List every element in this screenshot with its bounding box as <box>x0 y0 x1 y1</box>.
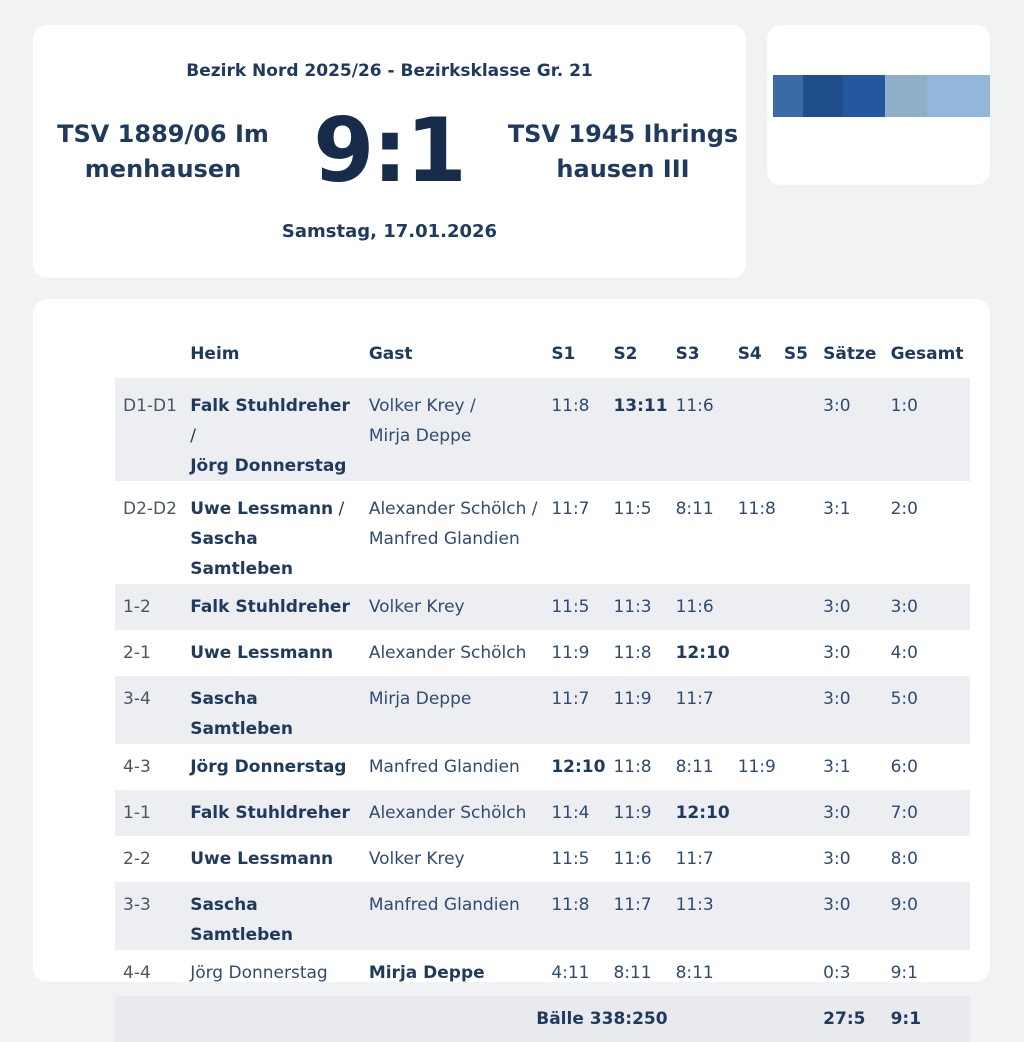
set-score-s1: 11:8 <box>543 378 605 481</box>
set-score-s5 <box>776 630 815 676</box>
running-total: 9:1 <box>890 963 918 983</box>
set-score-s4 <box>730 630 776 676</box>
col-header-s4: S4 <box>737 343 762 364</box>
set-score-s2: 11:7 <box>605 882 667 950</box>
set-score-s1: 11:5 <box>551 849 590 869</box>
set-score-s1: 4:11 <box>551 963 590 983</box>
player-name[interactable]: Volker Krey <box>368 396 465 416</box>
table-row[interactable] <box>115 676 970 744</box>
home-players <box>182 584 361 630</box>
sets-result: 3:0 <box>815 790 882 836</box>
stripe-segment <box>773 75 803 117</box>
set-score-s1: 11:7 <box>543 676 605 744</box>
col-header-s3: S3 <box>675 343 700 364</box>
player-name[interactable]: Manfred Glandien <box>368 529 520 549</box>
home-players <box>182 378 361 481</box>
set-score-s3: 8:11 <box>675 963 714 983</box>
grand-total: 9:1 <box>883 996 970 1042</box>
match-code: 2-1 <box>123 643 151 663</box>
set-score-s4: 11:8 <box>737 499 776 519</box>
col-header-s2: S2 <box>613 343 638 364</box>
set-score-s3: 12:10 <box>668 790 730 836</box>
home-players <box>182 744 361 790</box>
running-total: 1:0 <box>883 378 970 481</box>
table-row[interactable] <box>115 378 970 481</box>
set-score-s2: 11:5 <box>613 499 652 519</box>
set-score-s2: 11:8 <box>613 643 652 663</box>
set-score-s5 <box>776 584 815 630</box>
player-name[interactable]: Volker Krey <box>368 597 465 617</box>
match-code: 3-4 <box>115 676 182 744</box>
table-row[interactable] <box>115 584 970 630</box>
table-row[interactable] <box>115 630 970 676</box>
home-players <box>182 630 361 676</box>
running-total: 2:0 <box>890 499 918 519</box>
table-row[interactable] <box>115 790 970 836</box>
col-header-home: Heim <box>190 343 240 364</box>
running-total: 4:0 <box>890 643 918 663</box>
set-score-s4 <box>730 676 776 744</box>
table-row[interactable] <box>115 882 970 950</box>
player-name[interactable]: Mirja Deppe <box>368 689 472 709</box>
sets-result: 3:1 <box>823 757 851 777</box>
stripe-segment <box>885 75 927 117</box>
match-code: 1-2 <box>115 584 182 630</box>
set-score-s3: 8:11 <box>675 499 714 519</box>
sets-result: 3:0 <box>815 882 882 950</box>
set-score-s4 <box>730 584 776 630</box>
col-header-total: Gesamt <box>890 343 964 364</box>
match-code: 4-4 <box>123 963 151 983</box>
separator: / <box>333 499 345 519</box>
table-row[interactable] <box>115 950 970 996</box>
match-code: 4-3 <box>123 757 151 777</box>
set-score-s4 <box>730 836 776 882</box>
set-score-s3: 11:6 <box>668 584 730 630</box>
match-code: 1-1 <box>115 790 182 836</box>
match-score: 9:1 <box>313 99 465 202</box>
set-score-s1: 12:10 <box>551 757 606 777</box>
sets-result: 3:0 <box>815 584 882 630</box>
set-score-s5 <box>776 790 815 836</box>
sets-result: 3:0 <box>815 378 882 481</box>
player-name[interactable]: Jörg Donnerstag <box>190 963 328 983</box>
league-title: Bezirk Nord 2025/26 - Bezirksklasse Gr. 21 <box>186 61 593 81</box>
col-header-s5: S5 <box>783 343 808 364</box>
side-card <box>767 25 990 185</box>
set-score-s3: 8:11 <box>675 757 714 777</box>
set-score-s3: 11:3 <box>668 882 730 950</box>
player-name[interactable]: Uwe Lessmann <box>190 499 334 519</box>
col-header-s1: S1 <box>551 343 576 364</box>
player-name[interactable]: Mirja Deppe <box>368 963 485 983</box>
set-score-s2: 8:11 <box>613 963 652 983</box>
set-score-s2: 11:9 <box>605 790 667 836</box>
set-score-s4 <box>730 882 776 950</box>
player-name[interactable]: Jörg Donnerstag <box>190 456 347 476</box>
away-team-name[interactable]: TSV 1945 Ihrings hausen III <box>507 120 739 183</box>
set-score-s5 <box>776 882 815 950</box>
set-score-s5 <box>776 950 815 996</box>
set-score-s1: 11:4 <box>543 790 605 836</box>
separator: / <box>464 396 476 416</box>
away-players <box>361 378 544 481</box>
sets-result: 3:0 <box>823 643 851 663</box>
set-score-s4 <box>730 378 776 481</box>
player-name[interactable]: Alexander Schölch <box>368 499 527 519</box>
sets-result: 3:0 <box>815 676 882 744</box>
player-name[interactable]: Uwe Lessmann <box>190 849 334 869</box>
balls-total: Bälle 338:250 <box>115 996 668 1042</box>
sets-result: 0:3 <box>823 963 851 983</box>
home-team-name[interactable]: TSV 1889/06 Im menhausen <box>57 120 269 183</box>
set-score-s5 <box>776 481 815 584</box>
away-players <box>361 744 544 790</box>
player-name[interactable]: Uwe Lessmann <box>190 643 334 663</box>
col-header-code <box>115 329 182 378</box>
set-score-s3: 12:10 <box>675 643 730 663</box>
stripe-segment <box>843 75 885 117</box>
separator: / <box>526 499 538 519</box>
table-row[interactable] <box>115 481 970 584</box>
set-score-s1: 11:7 <box>551 499 590 519</box>
set-score-s5 <box>776 744 815 790</box>
player-name[interactable]: Mirja Deppe <box>368 426 472 446</box>
home-players <box>182 481 361 584</box>
sets-total: 27:5 <box>815 996 882 1042</box>
player-name[interactable]: Jörg Donnerstag <box>190 757 347 777</box>
set-score-s5 <box>776 836 815 882</box>
player-name[interactable]: Sascha Samtleben <box>190 689 293 739</box>
table-row[interactable] <box>115 744 970 790</box>
home-players <box>182 676 361 744</box>
match-code: D2-D2 <box>123 499 177 519</box>
player-name[interactable]: Alexander Schölch <box>368 643 527 663</box>
player-name[interactable]: Falk Stuhldreher <box>190 396 350 416</box>
set-score-s5 <box>776 676 815 744</box>
running-total: 6:0 <box>890 757 918 777</box>
col-header-sets: Sätze <box>823 343 877 364</box>
set-score-s2: 11:8 <box>613 757 652 777</box>
set-score-s3: 11:6 <box>668 378 730 481</box>
set-score-s2: 11:9 <box>605 676 667 744</box>
player-name[interactable]: Manfred Glandien <box>368 895 520 915</box>
player-name[interactable]: Falk Stuhldreher <box>190 803 350 823</box>
match-code: 3-3 <box>115 882 182 950</box>
sets-result: 3:0 <box>823 849 851 869</box>
away-players <box>361 584 544 630</box>
player-name[interactable]: Volker Krey <box>368 849 465 869</box>
running-total: 9:0 <box>883 882 970 950</box>
away-players <box>361 481 544 584</box>
home-players <box>182 950 361 996</box>
results-card <box>33 299 990 1029</box>
totals-row <box>115 996 970 1042</box>
player-name[interactable]: Alexander Schölch <box>368 803 527 823</box>
match-code: 2-2 <box>123 849 151 869</box>
table-header-row <box>115 329 970 378</box>
player-name[interactable]: Falk Stuhldreher <box>190 597 350 617</box>
set-score-s4: 11:9 <box>737 757 776 777</box>
set-score-s3: 11:7 <box>668 676 730 744</box>
away-players <box>361 790 544 836</box>
separator: / <box>190 426 196 446</box>
totals-spacer <box>668 996 816 1042</box>
set-score-s1: 11:8 <box>543 882 605 950</box>
home-players <box>182 790 361 836</box>
set-score-s2: 13:11 <box>605 378 667 481</box>
home-players <box>182 836 361 882</box>
set-score-s3: 11:7 <box>675 849 714 869</box>
running-total: 8:0 <box>890 849 918 869</box>
match-header-card <box>33 25 746 278</box>
match-date: Samstag, 17.01.2026 <box>281 221 498 242</box>
set-score-s4 <box>730 950 776 996</box>
set-score-s5 <box>776 378 815 481</box>
color-stripe <box>773 75 990 117</box>
col-header-away: Gast <box>368 343 413 364</box>
stripe-segment <box>927 75 990 117</box>
player-name[interactable]: Sascha Samtleben <box>190 895 293 945</box>
set-score-s1: 11:5 <box>543 584 605 630</box>
away-players <box>361 950 544 996</box>
table-row[interactable] <box>115 836 970 882</box>
sets-result: 3:1 <box>823 499 851 519</box>
set-score-s4 <box>730 790 776 836</box>
player-name[interactable]: Sascha Samtleben <box>190 529 293 579</box>
home-players <box>182 882 361 950</box>
running-total: 3:0 <box>883 584 970 630</box>
set-score-s2: 11:6 <box>613 849 652 869</box>
set-score-s1: 11:9 <box>551 643 590 663</box>
results-table <box>115 329 970 1042</box>
running-total: 5:0 <box>883 676 970 744</box>
running-total: 7:0 <box>883 790 970 836</box>
match-code: D1-D1 <box>115 378 182 481</box>
away-players <box>361 836 544 882</box>
player-name[interactable]: Manfred Glandien <box>368 757 520 777</box>
away-players <box>361 630 544 676</box>
away-players <box>361 676 544 744</box>
stripe-segment <box>803 75 843 117</box>
away-players <box>361 882 544 950</box>
set-score-s2: 11:3 <box>605 584 667 630</box>
